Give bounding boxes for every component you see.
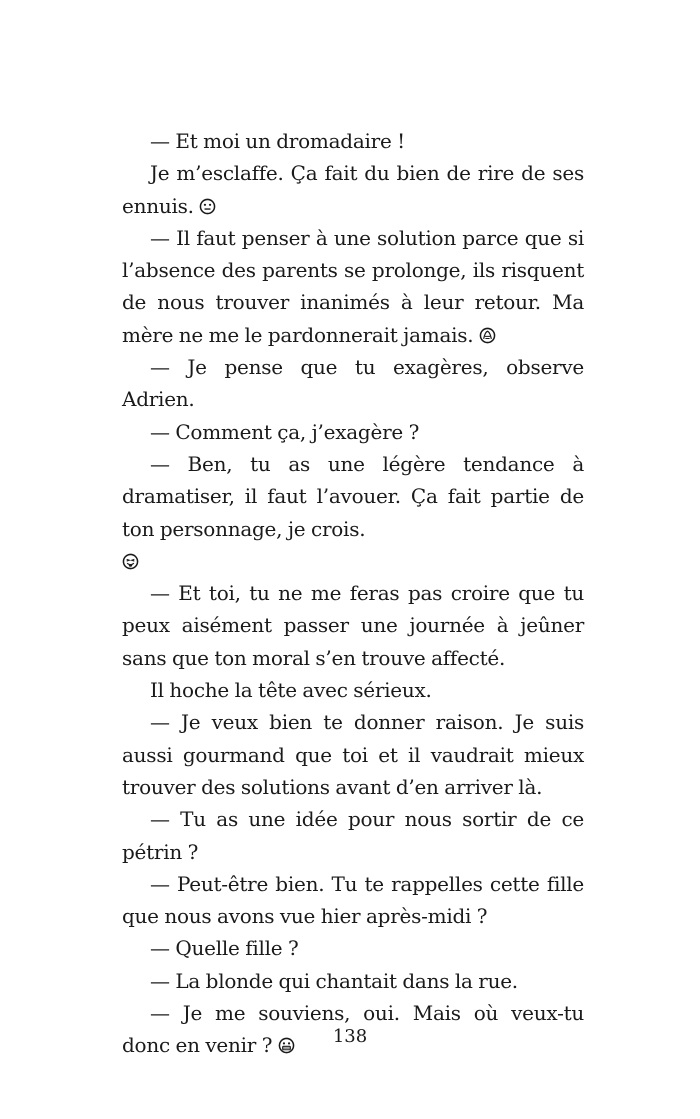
emoji-line bbox=[122, 545, 584, 577]
paragraph: Il hoche la tête avec sérieux. bbox=[150, 678, 432, 703]
paragraph: — Tu as une idée pour nous sortir de ce pétrin ? bbox=[122, 807, 584, 864]
paragraph: — La blonde qui chantait dans la rue. bbox=[150, 968, 518, 993]
paragraph: — Je pense que tu exagères, observe Adrien. bbox=[122, 355, 584, 412]
paragraph: — Comment ça, j’exagère ? bbox=[150, 419, 420, 444]
paragraph: — Peut-être bien. Tu te rappelles cette fille que nous avons vue hier après-midi ? bbox=[122, 871, 584, 929]
paragraph: — Je me souviens, oui. Mais où veux-tu donc en venir ? bbox=[122, 1001, 584, 1058]
paragraph: — Il faut penser à une solution parce que si l’absence des parents se prolonge, ils risquent de nous trouver inanimés à leur retour. Ma mère ne me le pardonnerait jamais. bbox=[122, 225, 584, 347]
tongue-out-face-icon bbox=[122, 553, 139, 570]
body-text bbox=[122, 125, 584, 1062]
paragraph: — Quelle fille ? bbox=[150, 936, 299, 961]
paragraph: — Et toi, tu ne me feras pas croire que tu peux aisément passer une journée à jeûner sans que ton moral s’en trouve affecté. bbox=[122, 581, 584, 670]
neutral-face-icon bbox=[199, 198, 216, 215]
face-palm-icon bbox=[479, 327, 496, 344]
page-number: 138 bbox=[332, 1026, 368, 1047]
paragraph: — Je veux bien te donner raison. Je suis aussi gourmand que toi et il vaudrait mieux trouver des solutions avant d’en arriver là. bbox=[122, 710, 584, 799]
paragraph: Je m’esclaffe. Ça fait du bien de rire de ses ennuis. bbox=[122, 161, 584, 218]
paragraph: — Ben, tu as une légère tendance à dramatiser, il faut l’avouer. Ça fait partie de ton personnage, je crois. bbox=[122, 451, 584, 541]
paragraph: — Et moi un dromadaire ! bbox=[150, 129, 405, 153]
